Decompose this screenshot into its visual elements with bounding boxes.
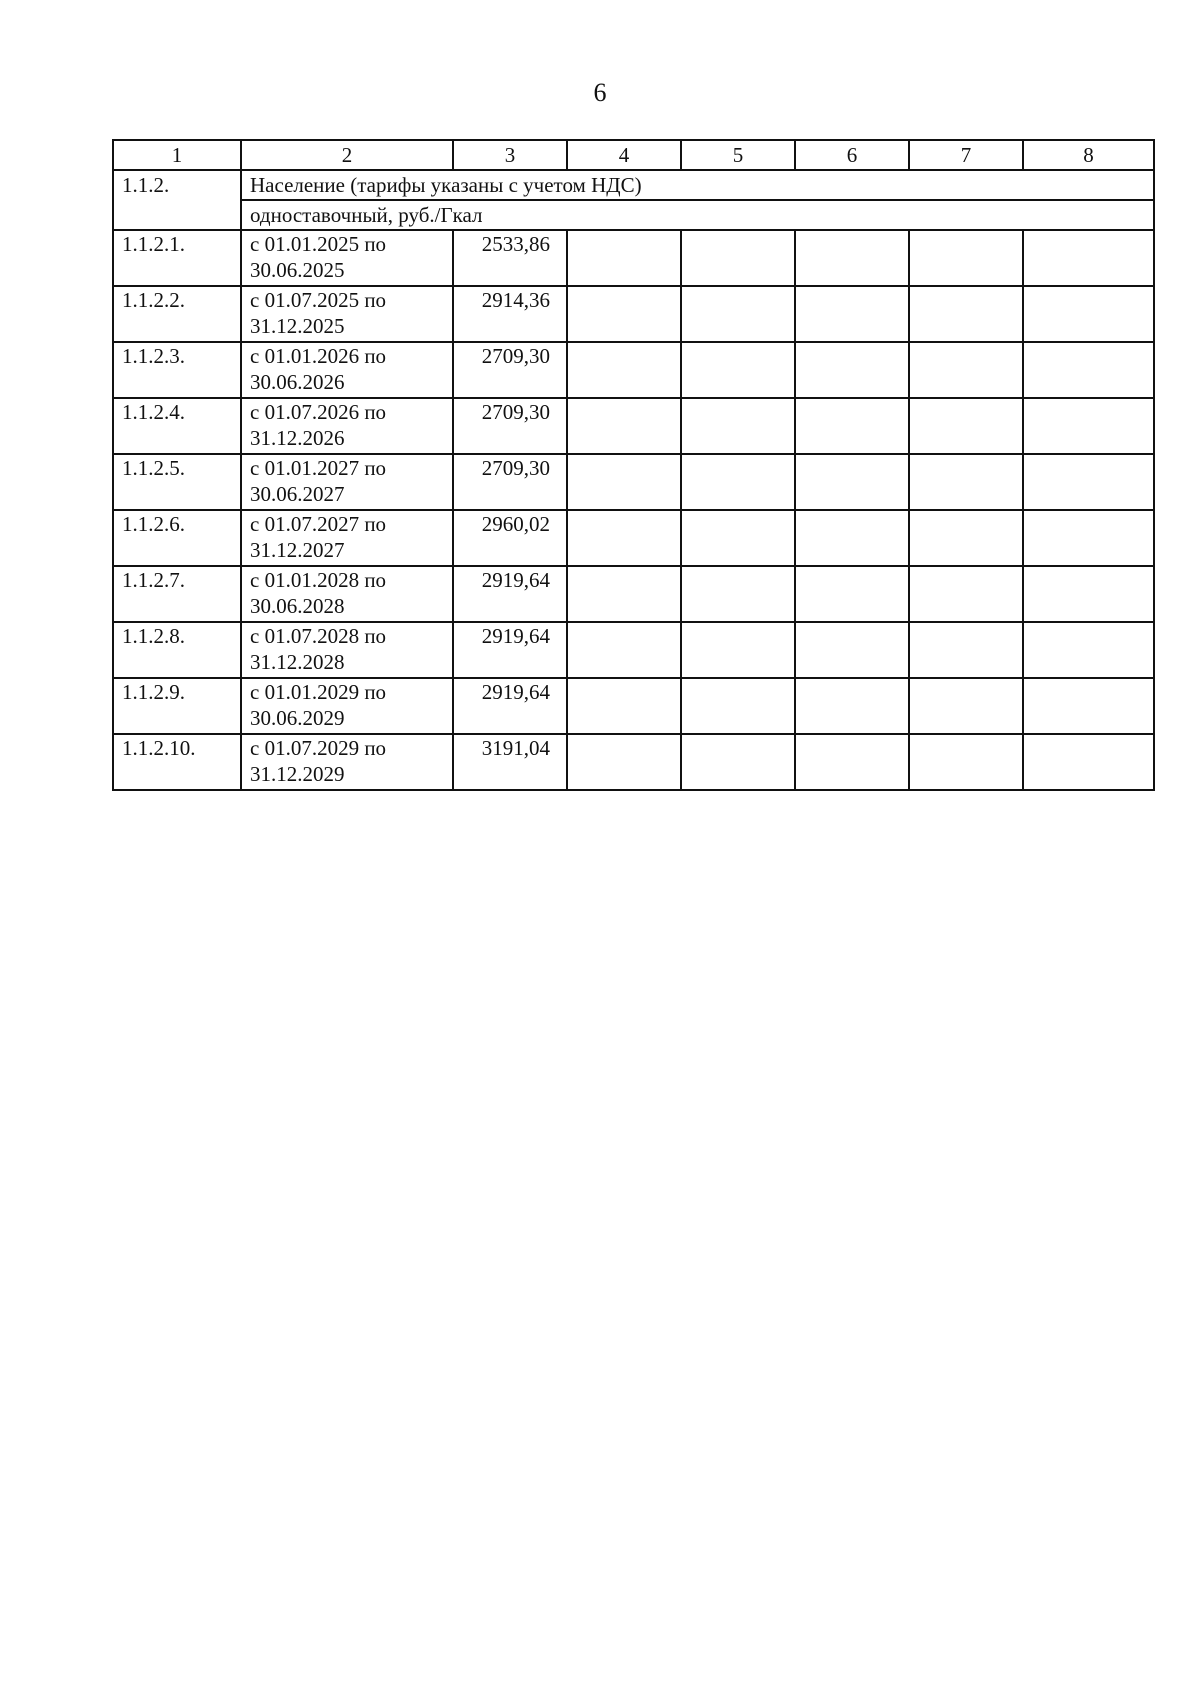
period-line: с 01.01.2026 по — [250, 344, 387, 368]
row-code: 1.1.2.2. — [113, 286, 241, 342]
row-period — [241, 230, 453, 286]
group-title-row — [113, 170, 1154, 200]
period-line: 31.12.2028 — [250, 650, 345, 674]
empty-cell — [909, 622, 1023, 678]
empty-cell — [795, 398, 909, 454]
empty-cell — [681, 230, 795, 286]
period-line: 30.06.2027 — [250, 482, 345, 506]
row-period — [241, 678, 453, 734]
empty-cell — [795, 454, 909, 510]
page-number: 6 — [593, 78, 607, 107]
empty-cell — [795, 230, 909, 286]
empty-cell — [681, 342, 795, 398]
empty-cell — [567, 398, 681, 454]
tariff-table — [112, 139, 1155, 791]
period-line: 31.12.2025 — [250, 314, 345, 338]
column-header: 7 — [909, 140, 1023, 170]
column-header: 3 — [453, 140, 567, 170]
empty-cell — [909, 678, 1023, 734]
row-code: 1.1.2.3. — [113, 342, 241, 398]
empty-cell — [567, 342, 681, 398]
table-row — [113, 454, 1154, 510]
empty-cell — [681, 566, 795, 622]
empty-cell — [1023, 622, 1154, 678]
empty-cell — [909, 342, 1023, 398]
period-line: с 01.01.2028 по — [250, 568, 387, 592]
row-tariff-value: 2960,02 — [453, 510, 567, 566]
empty-cell — [795, 622, 909, 678]
empty-cell — [1023, 678, 1154, 734]
empty-cell — [681, 286, 795, 342]
period-line: 31.12.2027 — [250, 538, 345, 562]
empty-cell — [909, 230, 1023, 286]
empty-cell — [1023, 286, 1154, 342]
empty-cell — [681, 398, 795, 454]
empty-cell — [909, 734, 1023, 790]
column-header: 2 — [241, 140, 453, 170]
table-row — [113, 622, 1154, 678]
period-line: с 01.01.2027 по — [250, 456, 387, 480]
table-row — [113, 510, 1154, 566]
row-code: 1.1.2.4. — [113, 398, 241, 454]
empty-cell — [1023, 734, 1154, 790]
column-header: 6 — [795, 140, 909, 170]
period-line: 30.06.2028 — [250, 594, 345, 618]
empty-cell — [567, 566, 681, 622]
row-code: 1.1.2.7. — [113, 566, 241, 622]
row-tariff-value: 2709,30 — [453, 398, 567, 454]
empty-cell — [567, 454, 681, 510]
period-line: 30.06.2026 — [250, 370, 345, 394]
period-line: 30.06.2029 — [250, 706, 345, 730]
period-line: с 01.07.2026 по — [250, 400, 387, 424]
empty-cell — [909, 286, 1023, 342]
row-period — [241, 566, 453, 622]
empty-cell — [909, 566, 1023, 622]
column-header: 4 — [567, 140, 681, 170]
table-row — [113, 286, 1154, 342]
group-code: 1.1.2. — [113, 170, 241, 230]
row-tariff-value: 3191,04 — [453, 734, 567, 790]
column-header: 1 — [113, 140, 241, 170]
period-line: 31.12.2029 — [250, 762, 345, 786]
empty-cell — [1023, 230, 1154, 286]
empty-cell — [567, 286, 681, 342]
group-title: Население (тарифы указаны с учетом НДС) — [241, 170, 1154, 200]
row-tariff-value: 2919,64 — [453, 622, 567, 678]
row-period — [241, 734, 453, 790]
empty-cell — [681, 510, 795, 566]
table-row — [113, 342, 1154, 398]
period-line: с 01.01.2025 по — [250, 232, 387, 256]
row-tariff-value: 2709,30 — [453, 342, 567, 398]
empty-cell — [795, 510, 909, 566]
empty-cell — [1023, 566, 1154, 622]
empty-cell — [909, 510, 1023, 566]
column-header: 8 — [1023, 140, 1154, 170]
row-period — [241, 510, 453, 566]
table-row — [113, 398, 1154, 454]
empty-cell — [1023, 454, 1154, 510]
table-row — [113, 230, 1154, 286]
row-tariff-value: 2919,64 — [453, 678, 567, 734]
table-row — [113, 678, 1154, 734]
period-line: с 01.07.2029 по — [250, 736, 387, 760]
row-tariff-value: 2709,30 — [453, 454, 567, 510]
row-code: 1.1.2.9. — [113, 678, 241, 734]
empty-cell — [567, 622, 681, 678]
empty-cell — [795, 678, 909, 734]
empty-cell — [567, 734, 681, 790]
group-subtitle-row — [113, 200, 1154, 230]
period-line: с 01.07.2027 по — [250, 512, 387, 536]
empty-cell — [567, 230, 681, 286]
row-period — [241, 454, 453, 510]
empty-cell — [1023, 398, 1154, 454]
empty-cell — [567, 678, 681, 734]
empty-cell — [795, 286, 909, 342]
empty-cell — [681, 734, 795, 790]
empty-cell — [795, 566, 909, 622]
row-period — [241, 398, 453, 454]
empty-cell — [909, 454, 1023, 510]
row-period — [241, 622, 453, 678]
empty-cell — [1023, 510, 1154, 566]
period-line: 30.06.2025 — [250, 258, 345, 282]
row-code: 1.1.2.1. — [113, 230, 241, 286]
column-header: 5 — [681, 140, 795, 170]
header-row — [113, 140, 1154, 170]
period-line: 31.12.2026 — [250, 426, 345, 450]
row-code: 1.1.2.10. — [113, 734, 241, 790]
empty-cell — [681, 454, 795, 510]
empty-cell — [567, 510, 681, 566]
group-subtitle: одноставочный, руб./Гкал — [241, 200, 1154, 230]
row-period — [241, 286, 453, 342]
period-line: с 01.01.2029 по — [250, 680, 387, 704]
empty-cell — [1023, 342, 1154, 398]
table-row — [113, 734, 1154, 790]
row-tariff-value: 2914,36 — [453, 286, 567, 342]
empty-cell — [681, 678, 795, 734]
row-tariff-value: 2533,86 — [453, 230, 567, 286]
empty-cell — [909, 398, 1023, 454]
row-code: 1.1.2.6. — [113, 510, 241, 566]
empty-cell — [795, 734, 909, 790]
period-line: с 01.07.2028 по — [250, 624, 387, 648]
period-line: с 01.07.2025 по — [250, 288, 387, 312]
empty-cell — [681, 622, 795, 678]
row-code: 1.1.2.5. — [113, 454, 241, 510]
row-period — [241, 342, 453, 398]
row-tariff-value: 2919,64 — [453, 566, 567, 622]
table-row — [113, 566, 1154, 622]
row-code: 1.1.2.8. — [113, 622, 241, 678]
empty-cell — [795, 342, 909, 398]
